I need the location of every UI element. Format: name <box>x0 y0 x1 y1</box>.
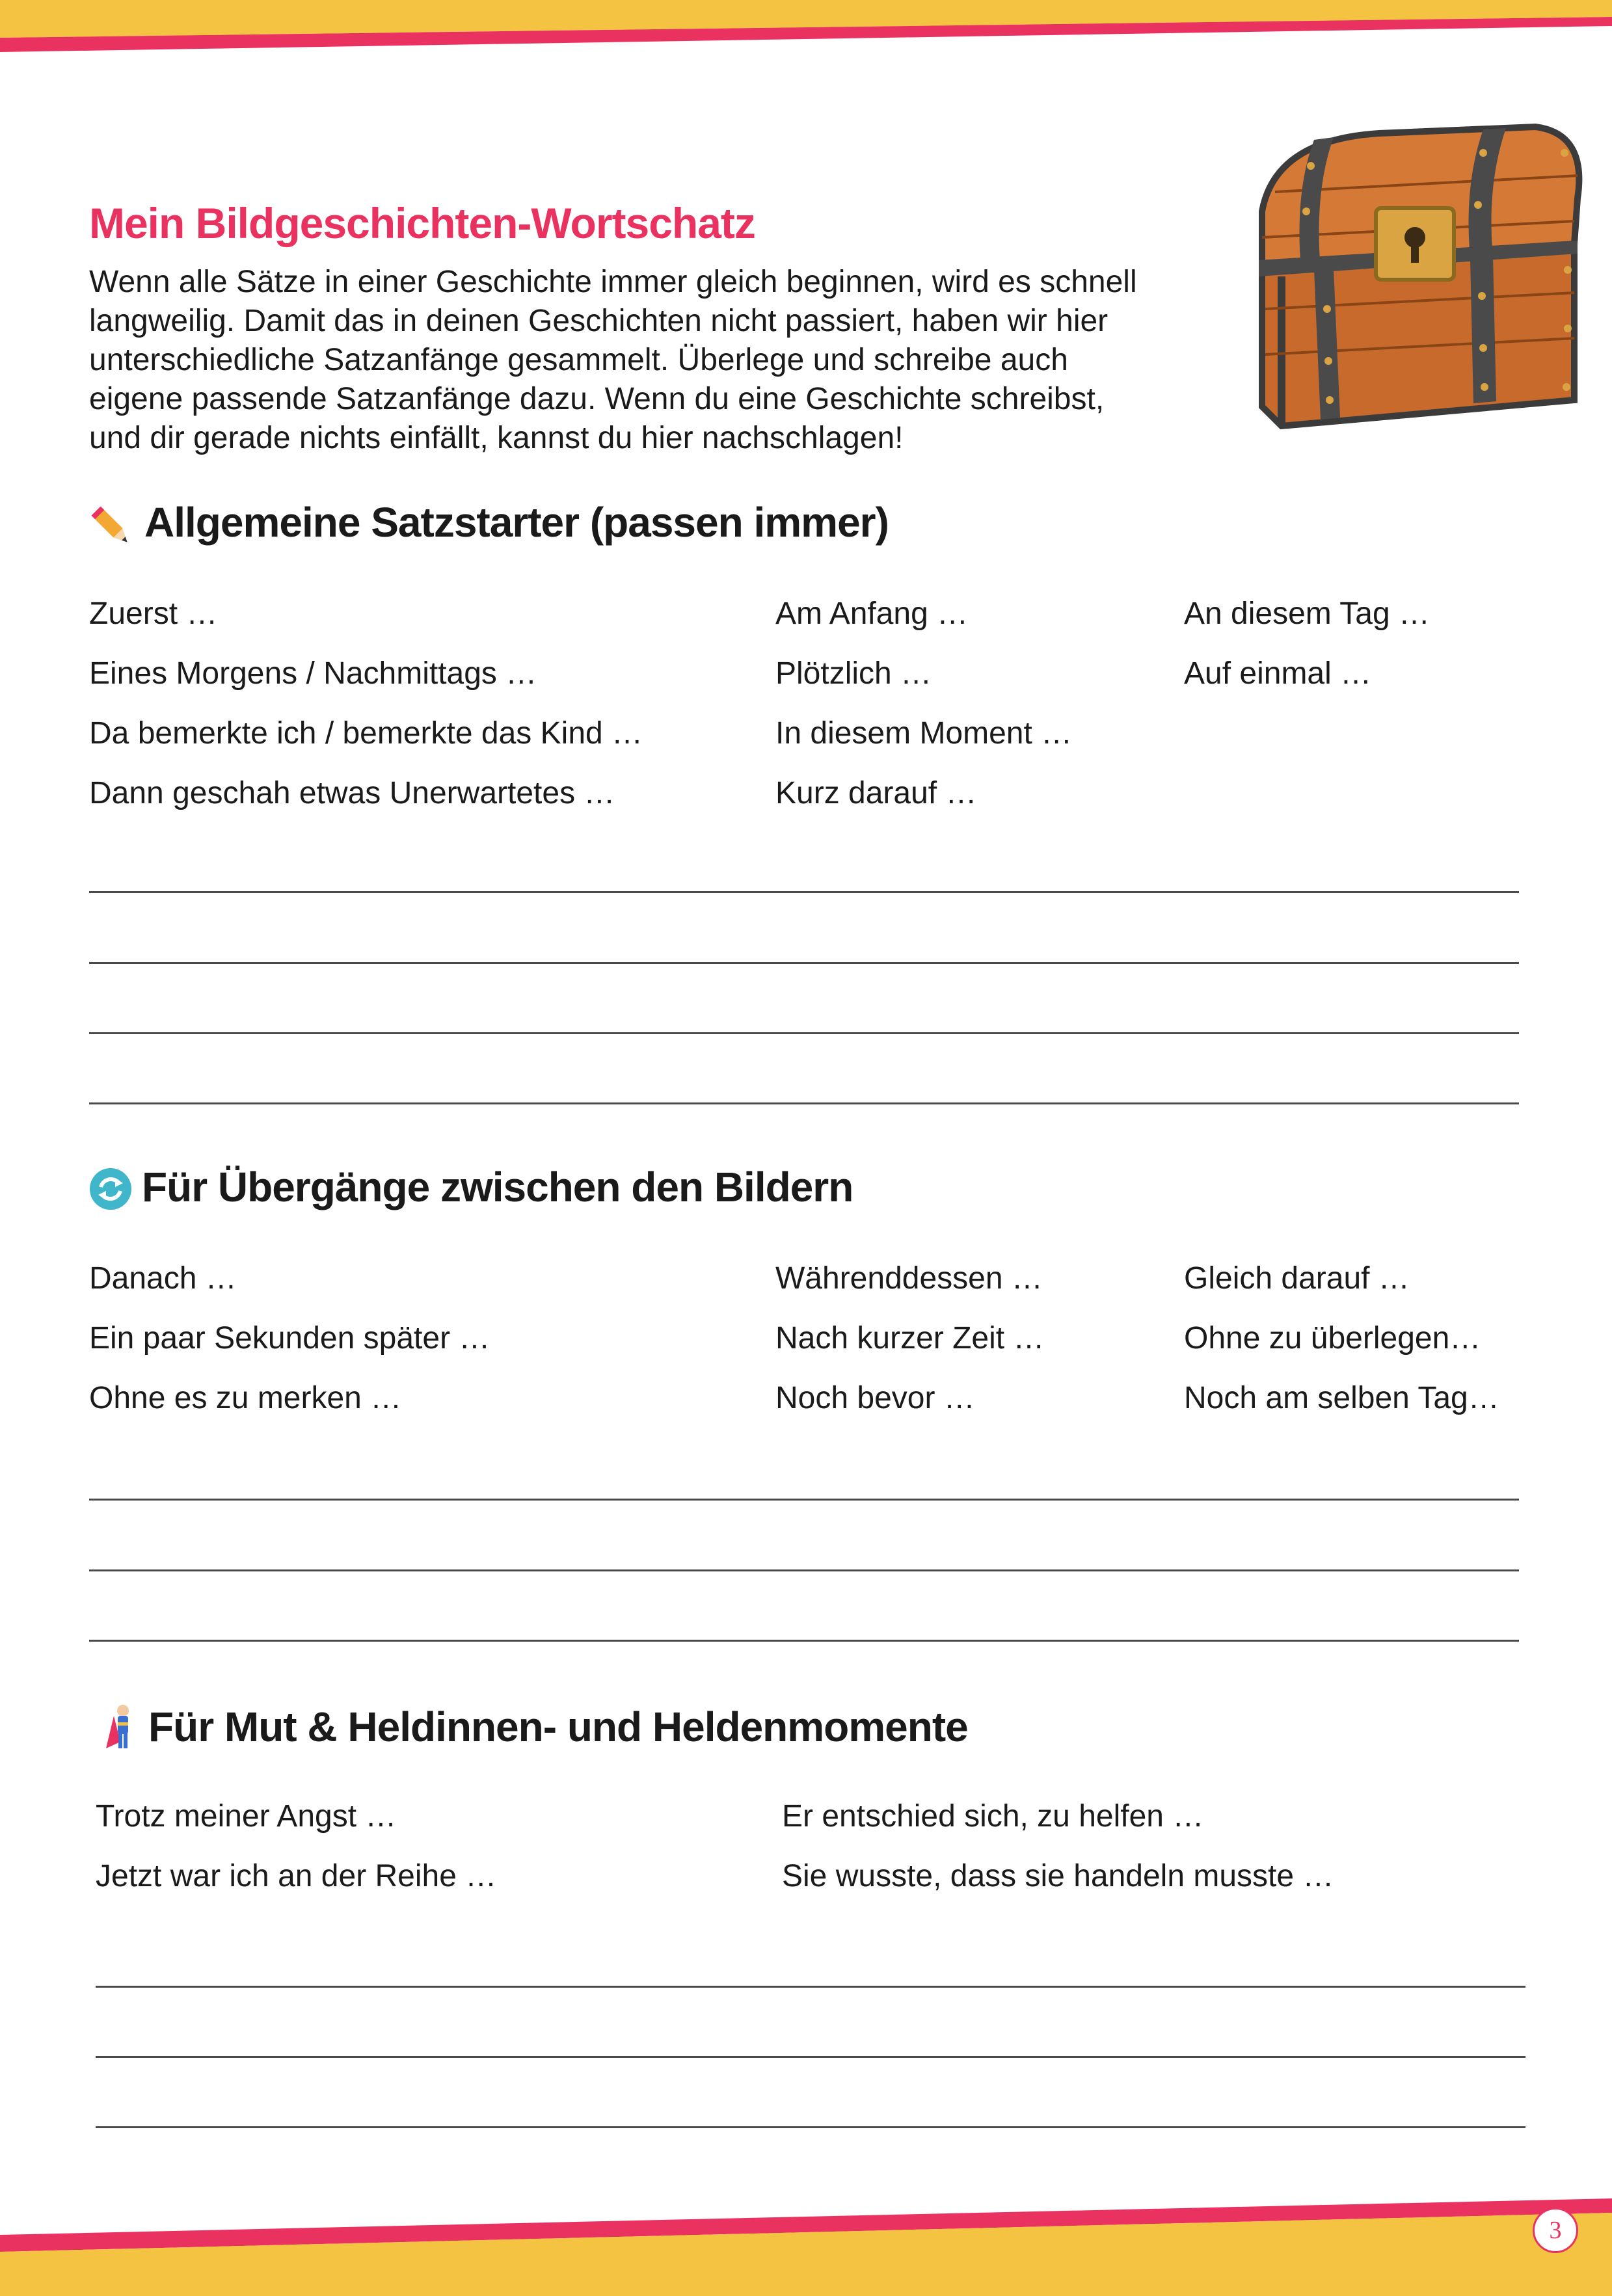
intro-line: Wenn alle Sätze in einer Geschichte immer gleich beginnen, wird es schnell <box>89 265 1137 299</box>
section-heading-allgemeine: Allgemeine Satzstarter (passen immer) <box>144 499 889 546</box>
phrase-item: Noch am selben Tag… <box>1184 1381 1499 1415</box>
phrase-item: Dann geschah etwas Unerwartetes … <box>89 776 615 810</box>
writing-line[interactable] <box>89 1499 1519 1501</box>
writing-line[interactable] <box>96 1986 1525 1988</box>
phrase-item: Trotz meiner Angst … <box>96 1799 397 1834</box>
section-heading-mut: Für Mut & Heldinnen- und Heldenmomente <box>148 1703 968 1750</box>
page-number: 3 <box>1533 2208 1578 2253</box>
intro-line: und dir gerade nichts einfällt, kannst du hier nachschlagen! <box>89 421 904 455</box>
phrase-item: Sie wusste, dass sie handeln musste … <box>782 1859 1334 1893</box>
phrase-item: Danach … <box>89 1261 237 1296</box>
phrase-item: Gleich darauf … <box>1184 1261 1410 1296</box>
phrase-item: Ohne zu überlegen… <box>1184 1321 1481 1355</box>
phrase-item: Plötzlich … <box>775 656 932 691</box>
phrase-item: In diesem Moment … <box>775 716 1073 751</box>
treasure-chest-icon <box>1236 114 1600 439</box>
writing-line[interactable] <box>89 962 1519 964</box>
page-title: Mein Bildgeschichten-Wortschatz <box>89 199 755 247</box>
writing-line[interactable] <box>89 1102 1519 1104</box>
phrase-item: Kurz darauf … <box>775 776 977 810</box>
writing-line[interactable] <box>89 891 1519 893</box>
writing-line[interactable] <box>89 1640 1519 1642</box>
section-heading-uebergaenge: Für Übergänge zwischen den Bildern <box>142 1164 853 1210</box>
writing-line[interactable] <box>96 2056 1525 2058</box>
phrase-item: Währenddessen … <box>775 1261 1043 1296</box>
phrase-item: An diesem Tag … <box>1184 596 1430 631</box>
phrase-item: Am Anfang … <box>775 596 969 631</box>
top-decorative-band <box>0 0 1612 62</box>
intro-line: langweilig. Damit das in deinen Geschichten nicht passiert, haben wir hier <box>89 304 1108 338</box>
phrase-item: Jetzt war ich an der Reihe … <box>96 1859 497 1893</box>
phrase-item: Eines Morgens / Nachmittags … <box>89 656 537 691</box>
writing-line[interactable] <box>89 1569 1519 1571</box>
refresh-icon <box>89 1168 132 1210</box>
phrase-item: Ohne es zu merken … <box>89 1381 402 1415</box>
bottom-decorative-band <box>0 2198 1612 2296</box>
phrase-item: Nach kurzer Zeit … <box>775 1321 1045 1355</box>
phrase-item: Auf einmal … <box>1184 656 1372 691</box>
phrase-item: Da bemerkte ich / bemerkte das Kind … <box>89 716 643 751</box>
pencil-icon <box>89 504 136 551</box>
phrase-item: Ein paar Sekunden später … <box>89 1321 490 1355</box>
phrase-item: Zuerst … <box>89 596 218 631</box>
phrase-item: Noch bevor … <box>775 1381 975 1415</box>
intro-line: unterschiedliche Satzanfänge gesammelt. Überlege und schreibe auch <box>89 343 1068 377</box>
writing-line[interactable] <box>89 1032 1519 1034</box>
intro-paragraph <box>89 263 1208 458</box>
intro-line: eigene passende Satzanfänge dazu. Wenn du eine Geschichte schreibst, <box>89 382 1105 416</box>
writing-line[interactable] <box>96 2126 1525 2128</box>
phrase-item: Er entschied sich, zu helfen … <box>782 1799 1204 1834</box>
superhero-icon <box>101 1703 139 1755</box>
